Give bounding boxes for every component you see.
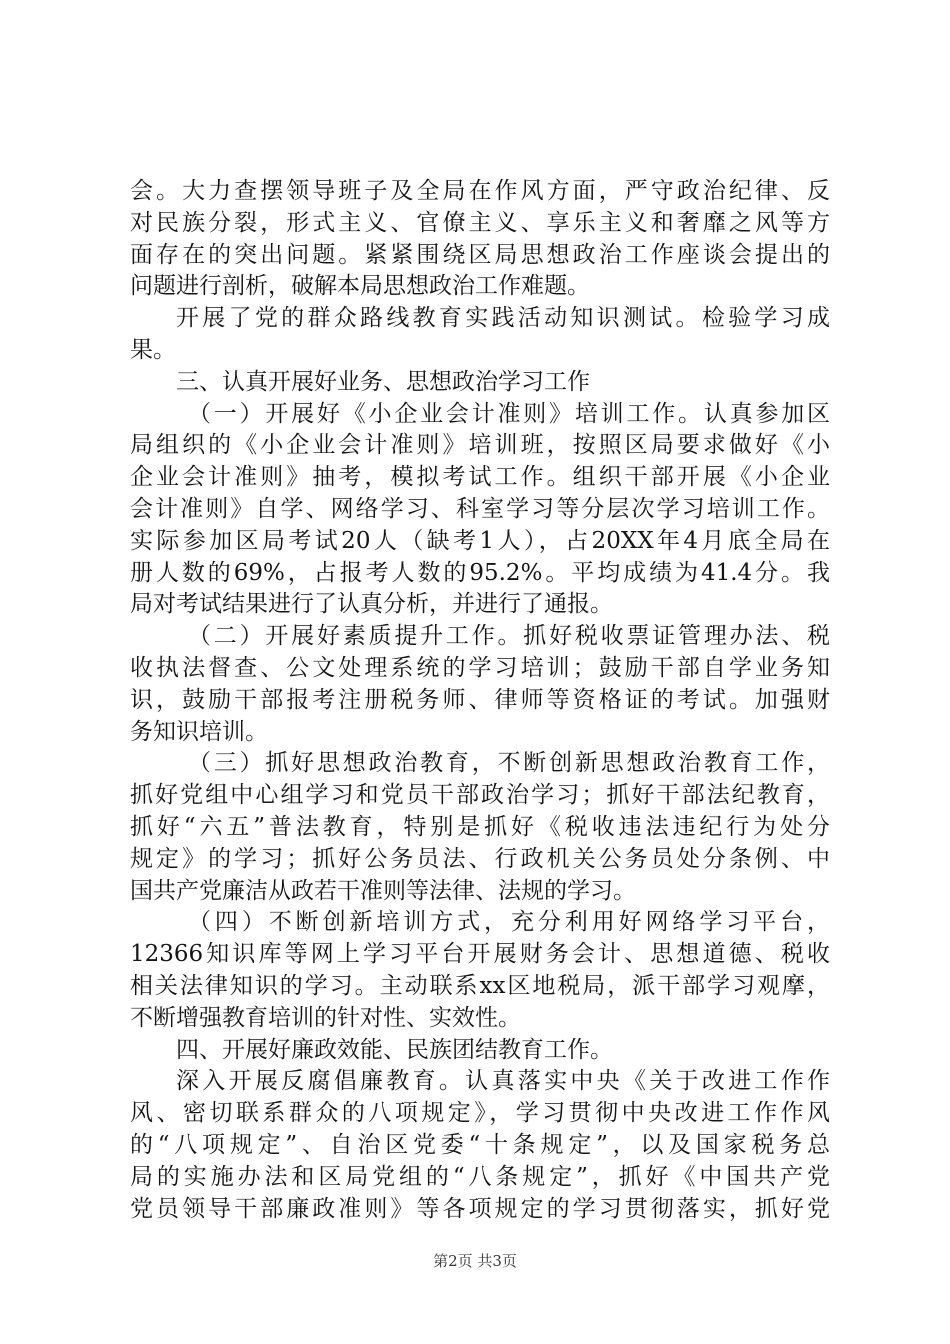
text-line: 三、认真开展好业务、思想政治学习工作: [176, 368, 590, 395]
text-line: 局组织的《小企业会计准则》培训班，按照区局要求做好《小: [130, 432, 830, 459]
text-line: 国共产党廉洁从政若干准则等法律、法规的学习。: [130, 877, 636, 904]
text-line: 册人数的69%，占报考人数的95.2%。平均成绩为41.4分。我: [130, 559, 830, 586]
text-line: 抓好党组中心组学习和党员干部政治学习；抓好干部法纪教育，: [130, 782, 830, 809]
text-line: 对民族分裂，形式主义、官僚主义、享乐主义和奢靡之风等方: [130, 209, 830, 236]
text-line: 不断增强教育培训的针对性、实效性。: [130, 1004, 521, 1031]
text-line: 收执法督查、公文处理系统的学习培训；鼓励干部自学业务知: [130, 654, 830, 681]
text-line: 会。大力查摆领导班子及全局在作风方面，严守政治纪律、反: [130, 178, 830, 204]
body-text: [130, 176, 830, 1225]
text-line: 风、密切联系群众的八项规定》，学习贯彻中央改进工作作风: [130, 1100, 830, 1127]
text-line: 党员领导干部廉政准则》等各项规定的学习贯彻落实，抓好党: [130, 1195, 830, 1222]
text-line: 企业会计准则》抽考，模拟考试工作。组织干部开展《小企业: [130, 464, 830, 491]
text-line: 果。: [130, 336, 176, 363]
page-footer: 第2页 共3页: [433, 1252, 517, 1270]
text-line: 识，鼓励干部报考注册税务师、律师等资格证的考试。加强财: [130, 686, 830, 713]
text-line: （三）抓好思想政治教育，不断创新思想政治教育工作，: [188, 750, 830, 777]
text-line: 规定》的学习；抓好公务员法、行政机关公务员处分条例、中: [130, 845, 830, 872]
text-line: 实际参加区局考试20人（缺考1人），占20XX年4月底全局在: [130, 527, 830, 554]
text-line: 局对考试结果进行了认真分析，并进行了通报。: [130, 591, 613, 618]
text-line: 抓好“六五”普法教育，特别是抓好《税收违法违纪行为处分: [130, 813, 830, 840]
text-line: （一）开展好《小企业会计准则》培训工作。认真参加区: [188, 400, 830, 427]
text-line: 四、开展好廉政效能、民族团结教育工作。: [176, 1036, 613, 1063]
text-line: 深入开展反腐倡廉教育。认真落实中央《关于改进工作作: [176, 1068, 830, 1095]
text-line: （二）开展好素质提升工作。抓好税收票证管理办法、税: [188, 623, 830, 650]
text-line: （四）不断创新培训方式，充分利用好网络学习平台，: [188, 909, 830, 936]
text-line: 开展了党的群众路线教育实践活动知识测试。检验学习成: [176, 305, 830, 332]
text-line: 的“八项规定”、自治区党委“十条规定”，以及国家税务总: [130, 1131, 830, 1158]
text-line: 相关法律知识的学习。主动联系xx区地税局，派干部学习观摩，: [130, 972, 830, 999]
text-line: 务知识培训。: [130, 718, 268, 745]
text-line: 面存在的突出问题。紧紧围绕区局思想政治工作座谈会提出的: [130, 241, 830, 268]
text-line: 问题进行剖析，破解本局思想政治工作难题。: [130, 273, 590, 300]
text-line: 局的实施办法和区局党组的“八条规定”，抓好《中国共产党: [130, 1163, 830, 1190]
text-line: 12366知识库等网上学习平台开展财务会计、思想道德、税收: [130, 941, 830, 968]
text-line: 会计准则》自学、网络学习、科室学习等分层次学习培训工作。: [130, 495, 830, 522]
